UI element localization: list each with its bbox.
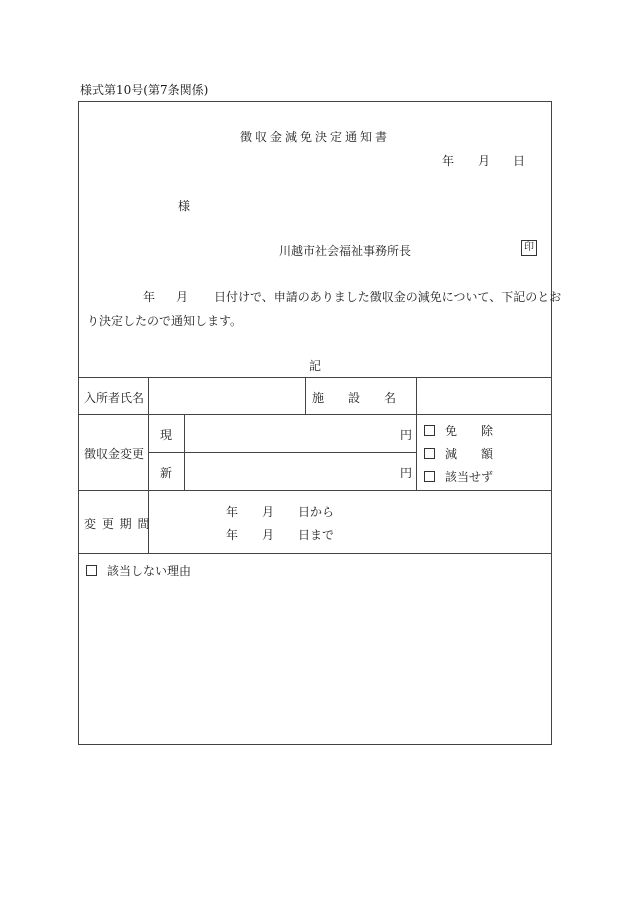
row-divider-1 <box>78 414 552 415</box>
not-applicable-label: 該当せず <box>445 470 494 484</box>
col-divider-right <box>416 377 417 490</box>
exemption-label: 免 除 <box>445 424 494 438</box>
current-yen-unit: 円 <box>400 428 413 442</box>
reduction-label: 減 額 <box>445 447 494 461</box>
body-month-label: 月 <box>176 290 189 304</box>
period-from: 年 月 日から <box>226 505 335 519</box>
reason-option[interactable] <box>86 562 191 579</box>
form-number: 様式第10号(第7条関係) <box>80 83 209 97</box>
date-day-label: 日 <box>513 154 526 168</box>
date-year-label: 年 <box>442 154 455 168</box>
date-month-label: 月 <box>478 154 491 168</box>
option-reduction[interactable] <box>424 445 493 462</box>
seal-mark: 印 <box>521 240 537 256</box>
row-divider-2 <box>78 490 552 491</box>
col-divider-name <box>305 377 306 414</box>
new-label: 新 <box>160 466 173 480</box>
not-applicable-checkbox[interactable] <box>424 471 435 482</box>
body-text-line2: り決定したので通知します。 <box>87 314 243 328</box>
ki-heading: 記 <box>308 359 321 373</box>
sender-name: 川越市社会福祉事務所長 <box>279 244 412 258</box>
body-text: 日付けで、申請のありました徴収金の減免について、下記のとお <box>214 290 562 304</box>
change-period-label: 変 更 期 間 <box>84 517 151 531</box>
exemption-checkbox[interactable] <box>424 425 435 436</box>
fee-change-label: 徴収金変更 <box>84 447 145 461</box>
period-to: 年 月 日まで <box>226 528 335 542</box>
option-not-applicable[interactable] <box>424 468 493 485</box>
reason-checkbox[interactable] <box>86 565 97 576</box>
table-top-line <box>78 377 552 378</box>
option-exemption[interactable] <box>424 422 493 439</box>
reduction-checkbox[interactable] <box>424 448 435 459</box>
reason-label: 該当しない理由 <box>107 564 192 578</box>
facility-name-label: 施 設 名 <box>312 391 397 405</box>
current-label: 現 <box>160 428 173 442</box>
new-yen-unit: 円 <box>400 466 413 480</box>
addressee-suffix: 様 <box>178 199 191 213</box>
col-divider-current-new <box>184 414 185 490</box>
resident-name-label: 入所者氏名 <box>84 391 145 405</box>
row-divider-fee <box>148 452 416 453</box>
document-title: 徴収金減免決定通知書 <box>239 130 390 144</box>
body-year-label: 年 <box>143 290 156 304</box>
row-divider-3 <box>78 553 552 554</box>
